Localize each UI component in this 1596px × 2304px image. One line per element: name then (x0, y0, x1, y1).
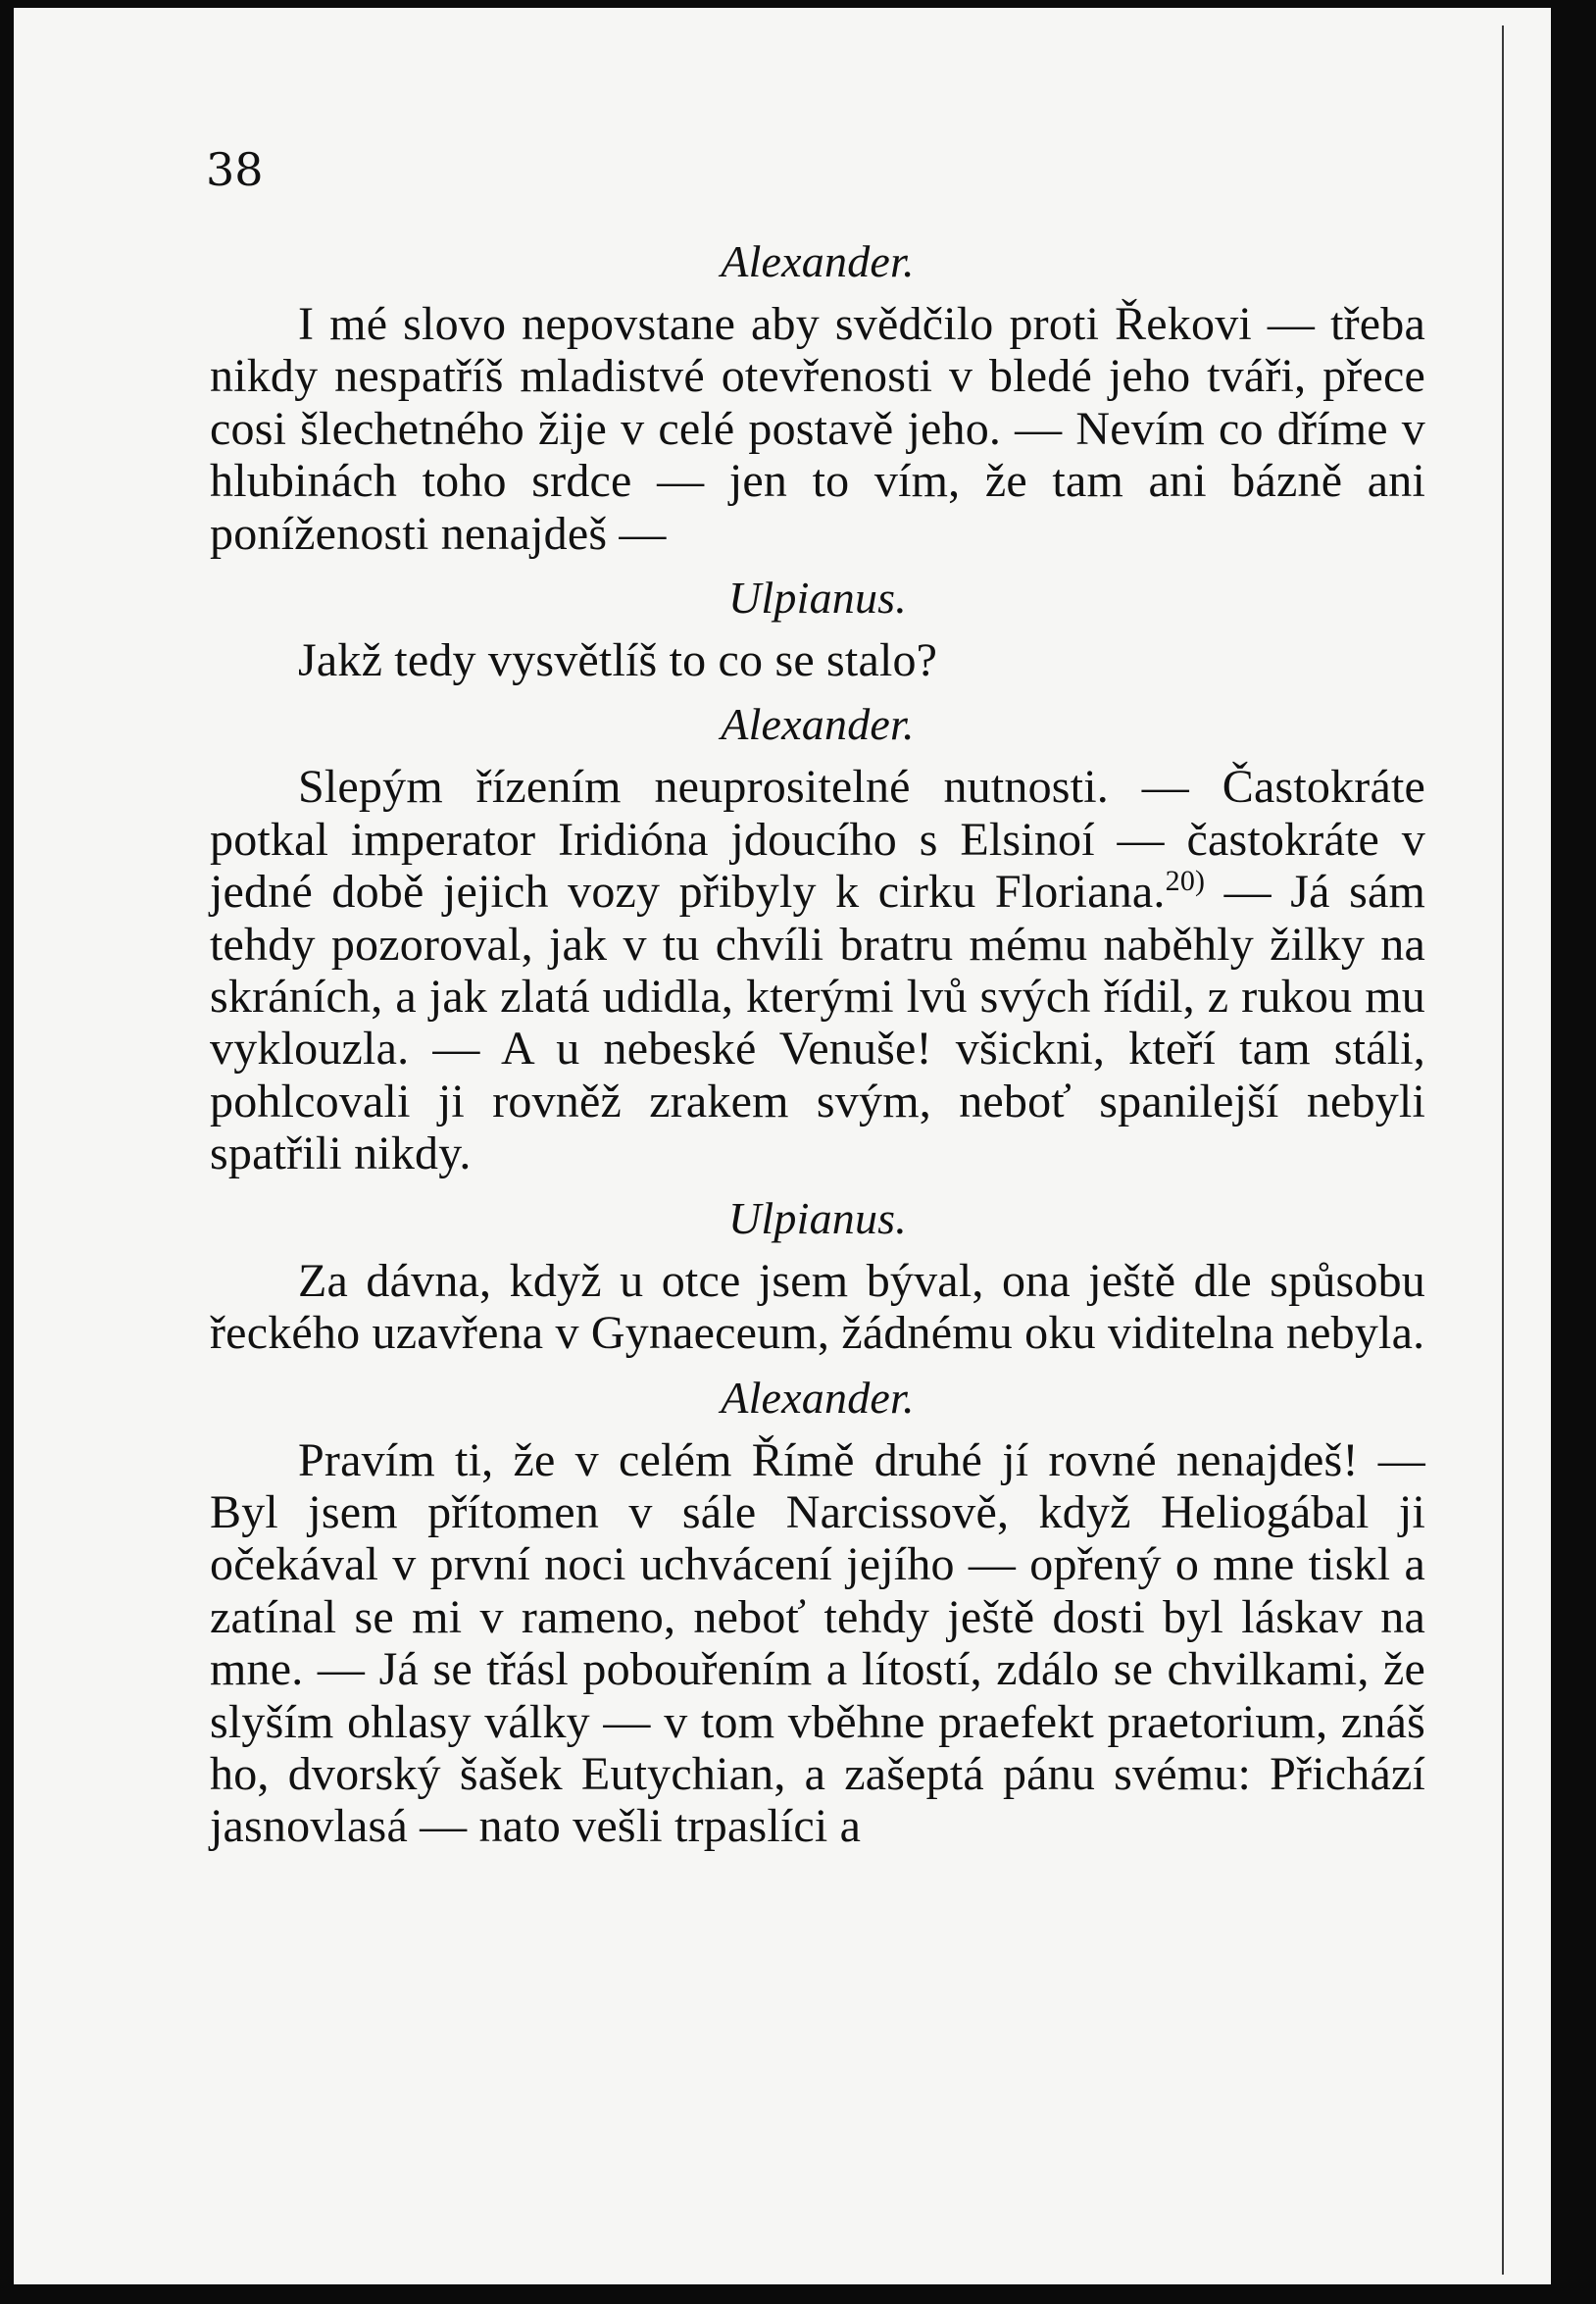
speaker-name: Alexander. (721, 699, 915, 750)
speaker-name: Alexander. (721, 1372, 915, 1423)
paragraph: Za dávna, když u otce jsem býval, ona ještě dle spůsobu řeckého uzavřena v Gynaeceum, žádnému oku viditelna nebyla. (210, 1254, 1425, 1360)
text-body (210, 235, 1425, 1853)
footnote-marker: 20) (1165, 865, 1206, 898)
speaker-name: Alexander. (721, 236, 915, 286)
paragraph-text: — Já sám tehdy pozoroval, jak v tu chvíli bratru mému naběhly žilky na skráních, a jak zlatá udidla, kterými lvů svých řídil, z rukou mu vyklouzla. — A u nebeské Venuše! všickni, kteří tam stáli, pohlcovali ji rovněž zrakem svým, neboť spanilejší nebyli spatřili nikdy. (210, 866, 1426, 1180)
paragraph (210, 761, 1425, 1179)
speaker-name: Ulpianus. (728, 1192, 907, 1243)
paragraph: Jakž tedy vysvětlíš to co se stalo? (298, 634, 938, 687)
page-number: 38 (206, 143, 264, 196)
paragraph: Pravím ti, že v celém Římě druhé jí rovné nenajdeš! — Byl jsem přítomen v sále Narcissově, když Heliogábal ji očekával v první noci uchvácení jejího — opřený o mne tiskl a zatínal se mi v rameno, neboť tehdy ještě dosti byl láskav na mne. — Já se třásl pobouřením a lítostí, zdálo se chvilkami, že slyším ohlasy války — v tom vběhne praefekt praetorium, znáš ho, dvorský šašek Eutychian, a zašeptá pánu svému: Přichází jasnovlasá — nato vešli trpaslíci a (210, 1433, 1425, 1853)
page-edge-line (1502, 25, 1504, 2275)
paragraph: I mé slovo nepovstane aby svědčilo proti Řekovi — třeba nikdy nespatříš mladistvé otevřenosti v bledé jeho tváři, přece cosi šlechetného žije v celé postavě jeho. — Nevím co dříme v hlubinách toho srdce — jen to vím, že tam ani bázně ani poníženosti nenajdeš — (210, 298, 1425, 560)
paragraph-text: Slepým řízením neuprositelné nutnosti. — Častokráte potkal imperator Iridióna jdoucího s Elsinoí — častokráte v jedné době jejich vozy přibyly k cirku Floriana. (210, 761, 1425, 919)
speaker-name: Ulpianus. (728, 573, 907, 624)
book-page (14, 8, 1551, 2284)
